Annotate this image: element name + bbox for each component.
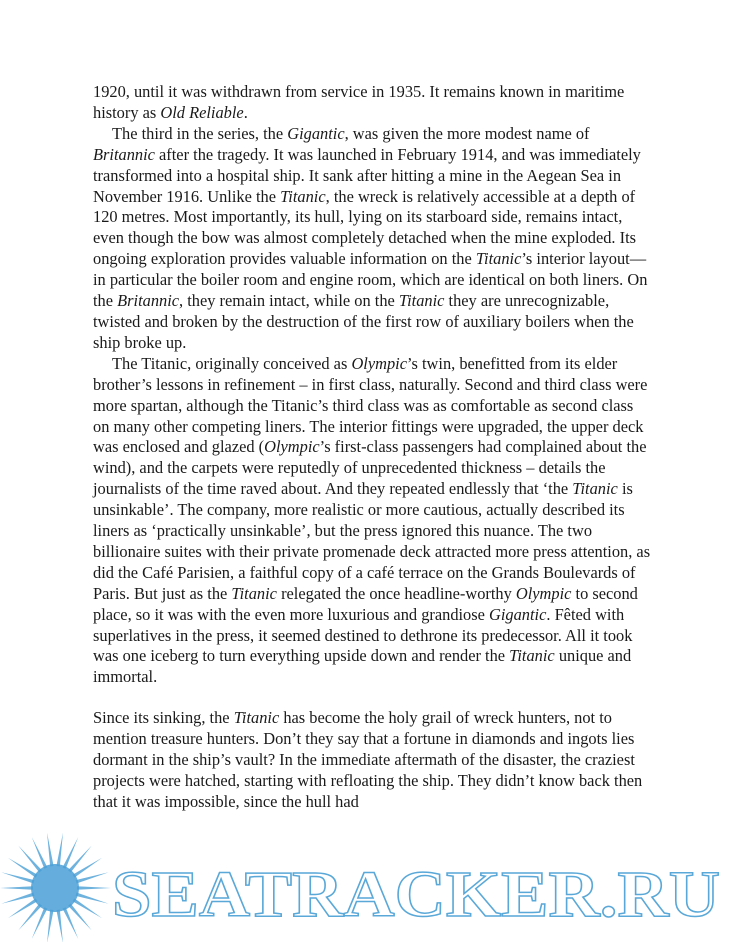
text-run: The Titanic, originally conceived as (112, 353, 352, 373)
text-run: . (243, 102, 248, 122)
text-run: Since its sinking, the (93, 708, 234, 728)
text-run: unique and immortal. (93, 646, 632, 687)
text-run: . Fêted with superlatives in the press, it seemed destined to dethrone its predecessor. All it took was one iceberg to turn everything upside down and render the (93, 604, 633, 666)
text-run: ’s interior layout—in particular the boiler room and engine room, which are identical on both liners. On the (93, 249, 648, 311)
text-run: relegated the once headline-worthy (276, 583, 516, 603)
sun-ray (0, 886, 33, 889)
paragraph (93, 708, 653, 813)
italic-run: Olympic (351, 353, 407, 373)
text-run: 1920, until it was withdrawn from service in 1935. It remains known in maritime history as (93, 82, 625, 122)
italic-run: Titanic (398, 291, 445, 311)
sun-disc (31, 864, 79, 912)
text-run: , the wreck is relatively accessible at a depth of 120 metres. Most importantly, its hull, lying on its starboard side, remains intact, even though the bow was almost completely detached when the mine exploded. Its ongoing exploration provides valuable information on the (93, 186, 637, 269)
text-run: , they remain intact, while on the (179, 291, 399, 311)
italic-run: Olympic (515, 583, 572, 603)
sun-ray (73, 858, 103, 878)
sun-ray (68, 903, 92, 930)
sun-ray (47, 833, 54, 867)
sun-ray (18, 846, 42, 873)
watermark-text: SEATRACKER.RU (112, 858, 720, 931)
sun-ray (76, 893, 109, 904)
italic-run: Gigantic (489, 604, 547, 624)
italic-run: Olympic (264, 437, 320, 457)
italic-run: Titanic (231, 583, 277, 603)
italic-run: Britannic (93, 144, 155, 164)
sun-burst-icon (0, 833, 111, 942)
body-text (93, 82, 653, 813)
watermark (0, 826, 733, 942)
sun-ray (1, 872, 34, 883)
paragraph (93, 124, 653, 354)
paragraph (93, 82, 653, 124)
sun-ray (18, 903, 42, 930)
text-run: , was given the more modest name of (344, 123, 590, 143)
text-run: ’s twin, benefitted from its elder brother’s lessons in refinement – in first class, naturally. Second and third class were more spartan, although the Titanic’s third class was as comfortable as second class on many other competing liners. The interior fittings were upgraded, the upper deck was enclosed and glazed ( (93, 353, 648, 457)
text-run: is unsinkable’. The company, more realistic or more cautious, actually described its liners as ‘practically unsinkable’, but the press ignored this nuance. The two billionaire suites with their private promenade deck attracted more press attention, as did the Café Parisien, a faithful copy of a café terrace on the Grands Boulevards of Paris. But just as the (93, 479, 651, 603)
sun-ray (47, 909, 54, 942)
sun-ray (68, 846, 92, 873)
text-run: ’s first-class passengers had complained about the wind), and the carpets were reputedly of unprecedented thickness – details the journalists of the time raved about. And they repeated endlessly that ‘the (93, 437, 647, 499)
italic-run: Gigantic (287, 123, 345, 143)
text-run: they are unrecognizable, twisted and broken by the destruction of the first row of auxiliary boilers when the ship broke up. (93, 291, 634, 352)
sun-ray (76, 872, 109, 883)
italic-run: Titanic (572, 479, 618, 499)
italic-run: Britannic (117, 291, 180, 311)
italic-run: Titanic (509, 646, 555, 666)
paragraph (93, 354, 653, 689)
sun-ray (73, 898, 103, 918)
text-run: after the tragedy. It was launched in February 1914, and was immediately transformed into a hospital ship. It sank after hitting a mine in the Aegean Sea in November 1916. Unlike the (93, 144, 641, 206)
text-run: The third in the series, the (112, 123, 288, 143)
sun-ray (56, 909, 63, 942)
sun-ray (8, 898, 38, 918)
sun-ray (1, 893, 34, 904)
sun-ray (56, 833, 63, 867)
text-run: to second place, so it was with the even more luxurious and grandiose (93, 583, 638, 624)
sun-ray (77, 886, 111, 889)
text-run: has become the holy grail of wreck hunters, not to mention treasure hunters. Don’t they say that a fortune in diamonds and ingots lies dormant in the ship’s vault? In the immediate aftermath of the disaster, the craziest projects were hatched, starting with refloating the ship. They didn’t know back then that it was impossible, since the hull had (93, 708, 643, 811)
italic-run: Old Reliable (160, 102, 244, 122)
italic-run: Titanic (280, 186, 326, 206)
sun-ray (8, 858, 38, 878)
italic-run: Titanic (475, 249, 522, 269)
italic-run: Titanic (233, 708, 280, 728)
